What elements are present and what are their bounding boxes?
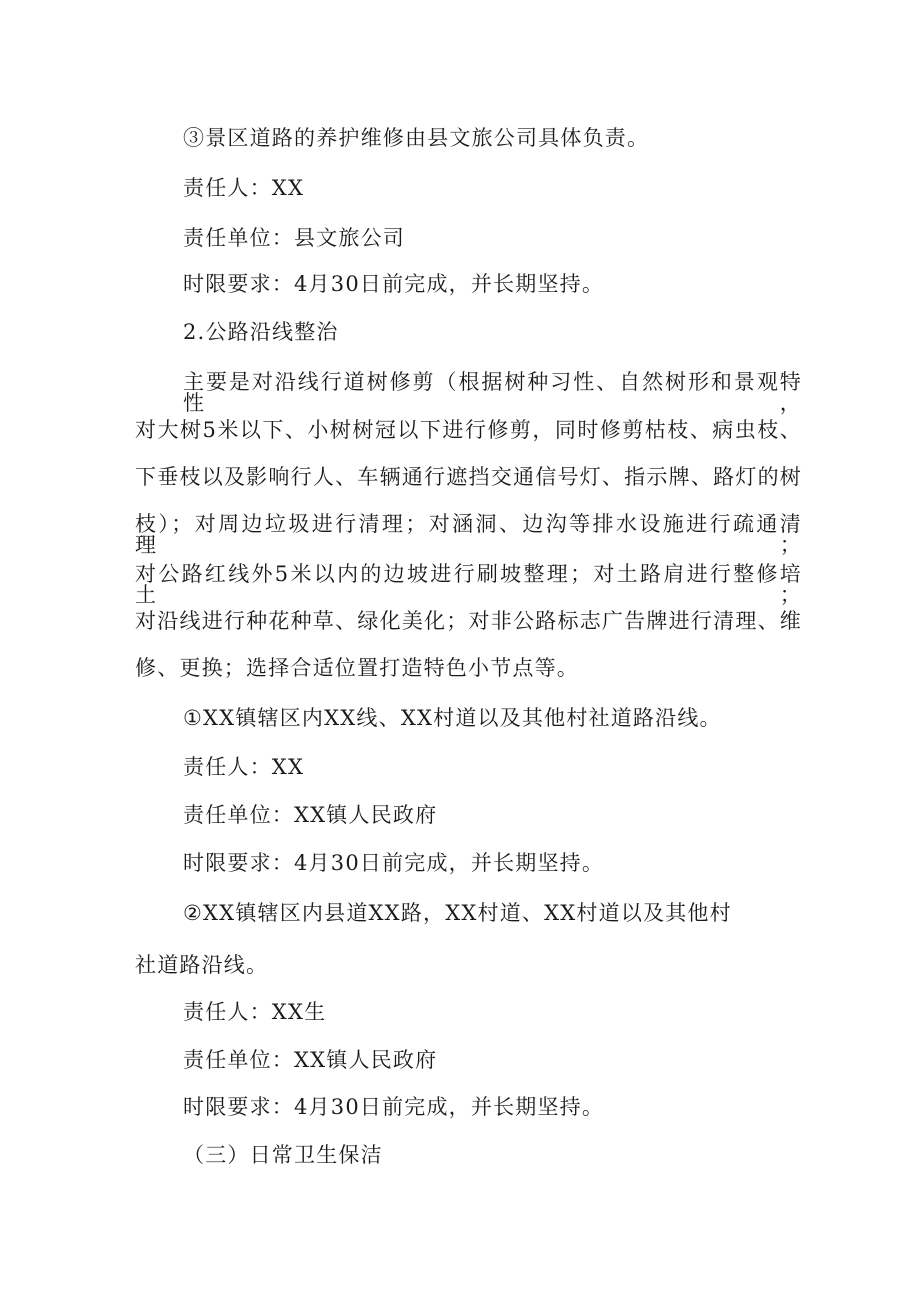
responsible-person-1: 责任人：XX [183,176,305,200]
body-paragraph-line: 下垂枝以及影响行人、车辆通行遮挡交通信号灯、指示牌、路灯的树 [135,465,802,489]
responsible-unit-3: 责任单位：XX镇人民政府 [183,1048,438,1072]
responsible-person-3: 责任人：XX生 [183,1000,327,1024]
item-town-road-2-continued: 社道路沿线。 [135,953,269,977]
deadline-1: 时限要求：4月30日前完成，并长期坚持。 [183,272,605,296]
item-town-road-2: ②XX镇辖区内县道XX路，XX村道、XX村道以及其他村 [183,901,732,925]
section-heading-road-renovation: 2.公路沿线整治 [183,320,339,344]
responsible-person-2: 责任人：XX [183,755,305,779]
body-paragraph-line: 对大树5米以下、小树树冠以下进行修剪，同时修剪枯枝、病虫枝、 [135,418,802,442]
deadline-3: 时限要求：4月30日前完成，并长期坚持。 [183,1095,605,1119]
body-paragraph-line: 对公路红线外5米以内的边坡进行刷坡整理；对土路肩进行整修培土； [135,562,802,607]
body-paragraph-line: 主要是对沿线行道树修剪（根据树种习性、自然树形和景观特性， [183,370,802,415]
body-paragraph-line: 对沿线进行种花种草、绿化美化；对非公路标志广告牌进行清理、维 [135,609,802,633]
deadline-2: 时限要求：4月30日前完成，并长期坚持。 [183,851,605,875]
item-town-road-1: ①XX镇辖区内XX线、XX村道以及其他村社道路沿线。 [183,706,722,730]
body-paragraph-line: 枝）；对周边垃圾进行清理；对涵洞、边沟等排水设施进行疏通清理； [135,512,802,557]
responsible-unit-1: 责任单位：县文旅公司 [183,226,405,250]
paragraph-scenic-road-maintenance: ③景区道路的养护维修由县文旅公司具体负责。 [183,126,650,150]
section-heading-daily-cleaning: （三）日常卫生保洁 [183,1143,383,1167]
body-paragraph-line: 修、更换；选择合适位置打造特色小节点等。 [135,656,579,680]
responsible-unit-2: 责任单位：XX镇人民政府 [183,803,438,827]
